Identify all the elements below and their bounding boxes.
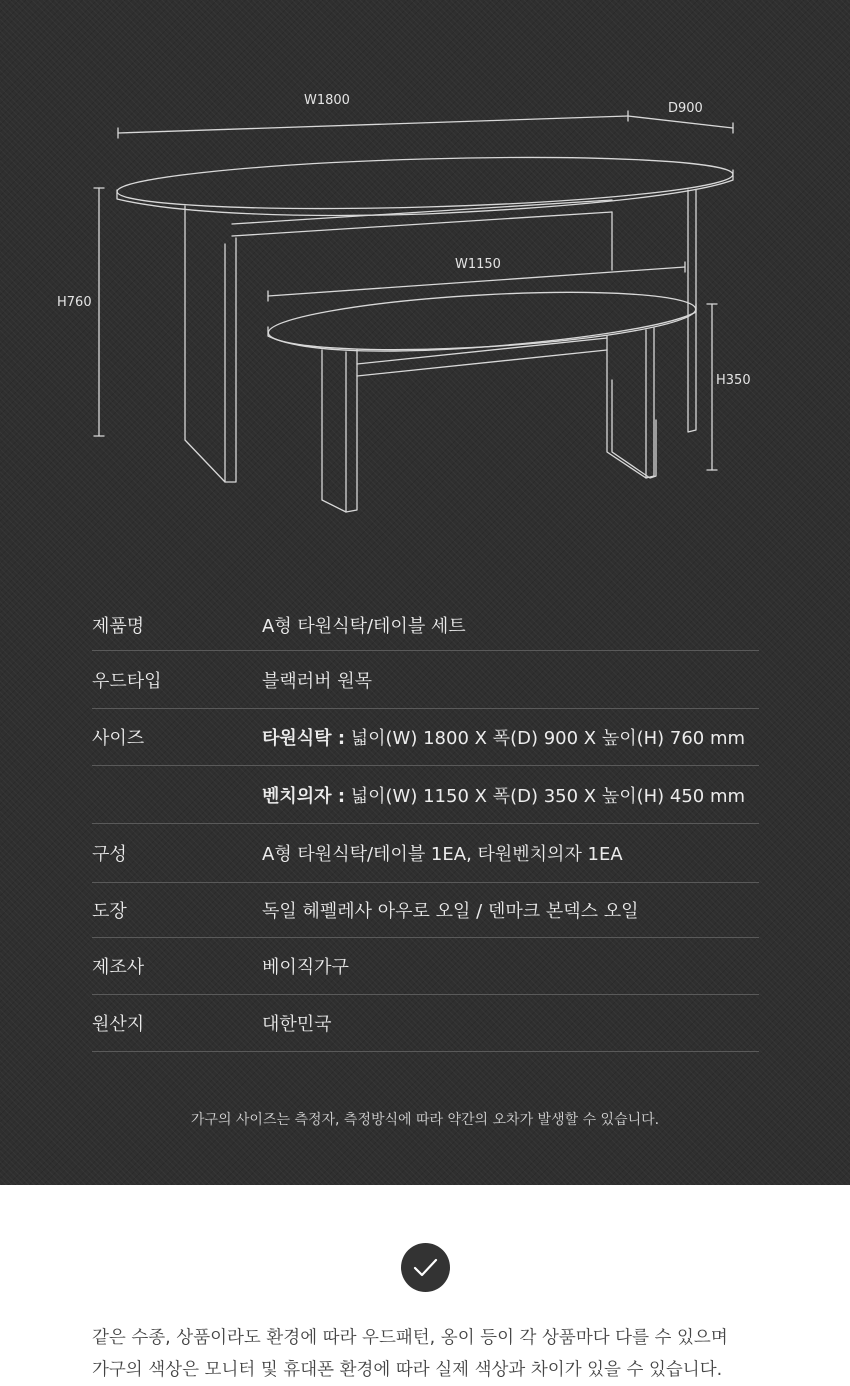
spec-value: A형 타원식탁/테이블 1EA, 타원벤치의자 1EA bbox=[262, 844, 623, 865]
spec-label: 도장 bbox=[92, 901, 127, 922]
bench-right-leg bbox=[607, 328, 654, 478]
spec-row-composition bbox=[92, 824, 759, 883]
spec-value: 블랙러버 원목 bbox=[262, 670, 373, 692]
notice-line: 가구의 색상은 모니터 및 휴대폰 환경에 따라 실제 색상과 차이가 있을 수 있습니다. bbox=[92, 1360, 723, 1380]
spec-value: 베이직가구 bbox=[262, 957, 349, 978]
spec-value: 넓이(W) 1800 X 폭(D) 900 X 높이(H) 760 mm bbox=[345, 728, 746, 749]
table-width-label: W1800 bbox=[304, 93, 350, 108]
furniture-dimension-diagram bbox=[0, 0, 850, 540]
table-height-label: H760 bbox=[57, 295, 92, 310]
spec-value: 독일 헤펠레사 아우로 오일 / 덴마크 본덱스 오일 bbox=[262, 901, 639, 922]
bench-left-leg bbox=[322, 350, 357, 512]
table-depth-label: D900 bbox=[668, 101, 703, 116]
spec-row-finish bbox=[92, 883, 759, 938]
size-note: 가구의 사이즈는 측정자, 측정방식에 따라 약간의 오차가 발생할 수 있습니다. bbox=[190, 1112, 660, 1128]
spec-row-wood-type bbox=[92, 651, 759, 709]
spec-value: 대한민국 bbox=[262, 1014, 332, 1035]
spec-label: 제조사 bbox=[92, 957, 145, 978]
table-depth-dimension-line bbox=[628, 116, 733, 133]
bench-apron bbox=[357, 350, 607, 376]
color-notice bbox=[92, 1322, 792, 1386]
spec-row-product-name bbox=[92, 600, 759, 651]
spec-label: 원산지 bbox=[92, 1014, 145, 1035]
spec-value: A형 타원식탁/테이블 세트 bbox=[262, 616, 466, 637]
check-circle-icon bbox=[401, 1243, 450, 1292]
bench-width-label: W1150 bbox=[455, 257, 501, 272]
spec-row-manufacturer bbox=[92, 938, 759, 995]
spec-value: 넓이(W) 1150 X 폭(D) 350 X 높이(H) 450 mm bbox=[345, 785, 746, 807]
spec-row-size-bench bbox=[92, 766, 759, 824]
spec-label: 사이즈 bbox=[92, 728, 145, 749]
spec-value-bold: 벤치의자 : bbox=[262, 785, 346, 807]
spec-table bbox=[92, 600, 759, 1052]
spec-label: 구성 bbox=[92, 844, 127, 865]
bench-height-label: H350 bbox=[716, 373, 751, 388]
table-left-leg bbox=[185, 206, 236, 482]
notice-line: 같은 수종, 상품이라도 환경에 따라 우드패턴, 옹이 등이 각 상품마다 다를 수 있으며 bbox=[92, 1328, 728, 1348]
table-top bbox=[116, 150, 733, 215]
spec-row-size-table bbox=[92, 709, 759, 766]
spec-row-origin bbox=[92, 995, 759, 1052]
table-height-dimension-line bbox=[94, 188, 104, 436]
bench-top bbox=[267, 283, 697, 359]
table-width-dimension-line bbox=[118, 111, 628, 138]
spec-label: 우드타입 bbox=[92, 670, 162, 692]
spec-value-bold: 타원식탁 : bbox=[262, 728, 346, 749]
spec-label: 제품명 bbox=[92, 616, 145, 637]
